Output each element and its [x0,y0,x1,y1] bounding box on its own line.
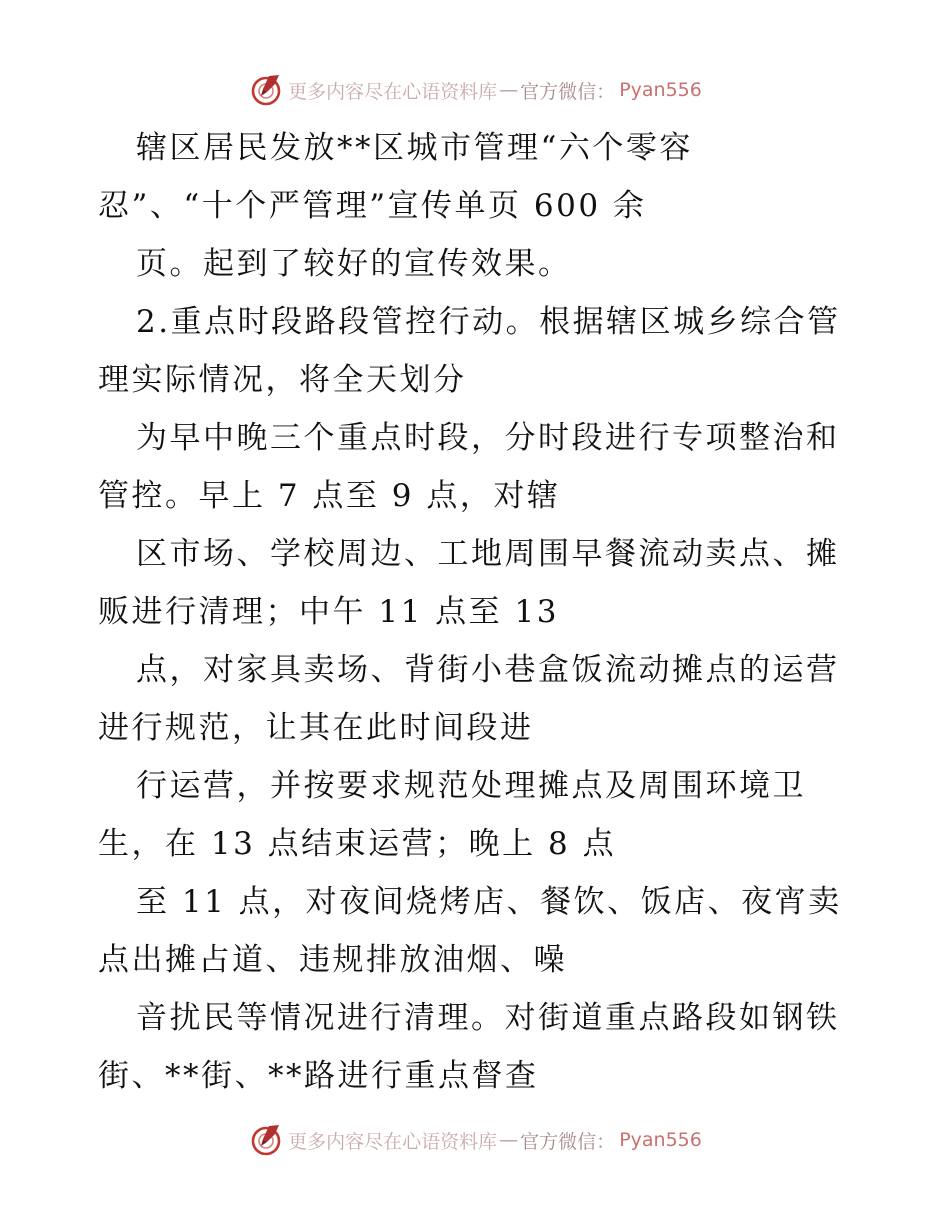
text-line: 进行规范，让其在此时间段进 [98,710,534,746]
text-line: 至 11 点，对夜间烧烤店、餐饮、饭店、夜宵卖 [136,884,842,920]
text-line: 为早中晚三个重点时段，分时段进行专项整治和 [136,420,840,456]
watermark-separator: — [499,79,519,101]
text-line: 辖区居民发放**区城市管理“六个零容 [136,130,693,166]
text-line: 音扰民等情况进行清理。对街道重点路段如钢铁 [136,1000,840,1036]
text-line: 行运营，并按要求规范处理摊点及周围环境卫 [136,768,806,804]
watermark-wechat-id: Pyan556 [619,1129,702,1151]
text-line: 生，在 13 点结束运营；晚上 8 点 [98,826,617,862]
watermark-wechat-label: 官方微信： [520,1130,616,1153]
watermark-text: 更多内容尽在心语资料库 [288,1130,498,1153]
text-line: 管控。早上 7 点至 9 点，对辖 [98,478,561,514]
text-line: 街、**街、**路进行重点督查 [98,1058,539,1094]
footer-watermark [0,1120,950,1160]
text-line: 忍”、“十个严管理”宣传单页 600 余 [98,188,647,224]
text-line: 点，对家具卖场、背街小巷盒饭流动摊点的运营 [136,652,840,688]
text-line: 页。起到了较好的宣传效果。 [136,246,572,282]
watermark-wechat-label: 官方微信： [520,80,616,103]
watermark-wechat-id: Pyan556 [619,79,702,101]
pen-logo-icon [248,1122,284,1158]
watermark-text: 更多内容尽在心语资料库 [288,80,498,103]
text-line: 贩进行清理；中午 11 点至 13 [98,594,559,630]
text-line: 理实际情况，将全天划分 [98,362,467,398]
text-line: 2.重点时段路段管控行动。根据辖区城乡综合管 [136,304,841,340]
text-line: 点出摊占道、违规排放油烟、噪 [98,942,567,978]
watermark-separator: — [499,1129,519,1151]
text-line: 区市场、学校周边、工地周围早餐流动卖点、摊 [136,536,840,572]
